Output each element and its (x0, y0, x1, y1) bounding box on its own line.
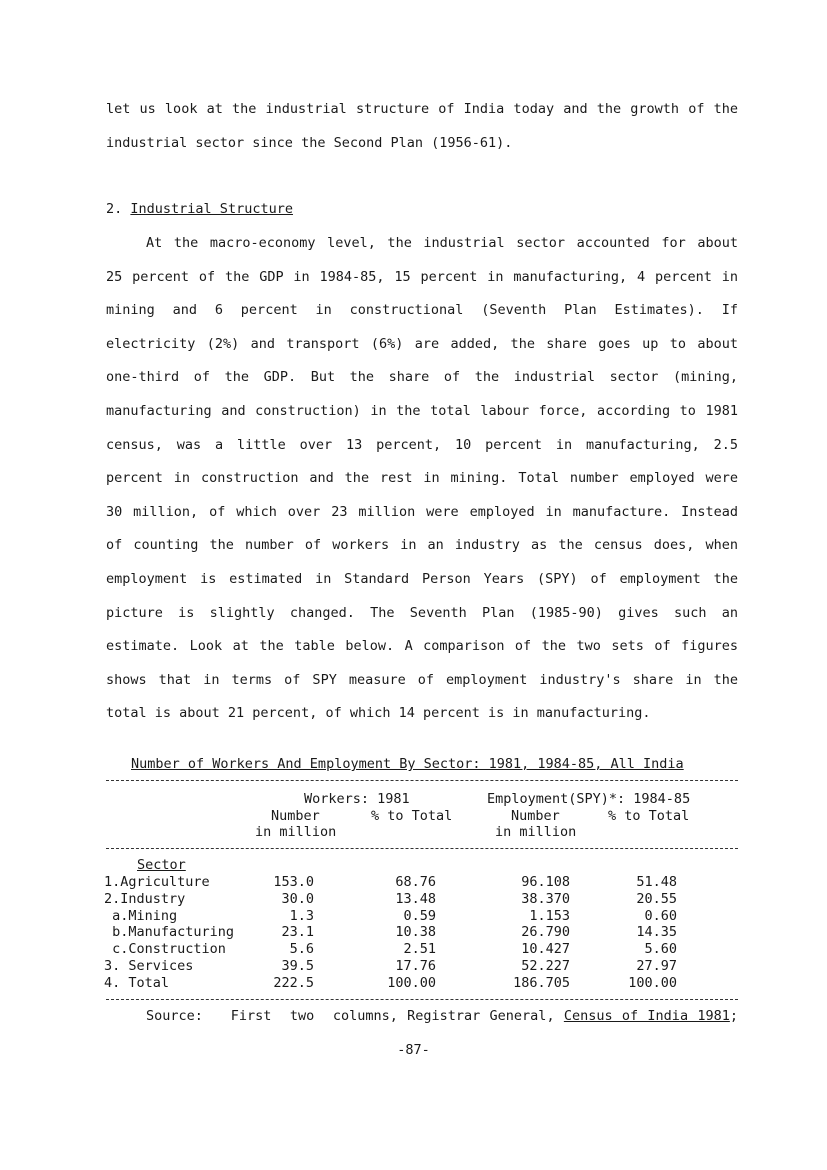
paragraph-line: manufacturing and construction) in the total labour force, according to 1981 (106, 403, 738, 419)
workers-pct-header: % to Total (371, 808, 453, 824)
table-rule-bottom (106, 999, 738, 1000)
employment-number-cell: 26.790 (521, 924, 570, 940)
sector-label-cell: 3. Services (104, 958, 194, 974)
employment-number-cell: 38.370 (521, 891, 570, 907)
employment-pct-cell: 0.60 (644, 908, 677, 924)
table-title: Number of Workers And Employment By Sector: 1981, 1984-85, All India (131, 756, 684, 772)
paragraph-line: mining and 6 percent in constructional (Seventh Plan Estimates). If (106, 302, 738, 318)
employment-number-cell: 96.108 (521, 874, 570, 890)
sector-label-cell: c.Construction (104, 941, 226, 957)
employment-group-header: Employment(SPY)*: 1984-85 (487, 791, 691, 807)
source-prefix: Source: First two columns, Registrar General, (146, 1008, 555, 1024)
workers-group-header: Workers: 1981 (304, 791, 410, 807)
employment-pct-cell: 51.48 (636, 874, 677, 890)
table-rule-mid (106, 848, 738, 849)
table-source-note (146, 1007, 738, 1025)
source-suffix: ; (729, 1008, 738, 1024)
employment-number-cell: 52.227 (521, 958, 570, 974)
workers-number-header: Number (271, 808, 320, 824)
paragraph-line: employment is estimated in Standard Person Years (SPY) of employment the (106, 571, 738, 587)
workers-number-cell: 1.3 (289, 908, 314, 924)
table-rule-top (106, 780, 738, 781)
sector-label-cell: a.Mining (104, 908, 178, 924)
employment-number-cell: 10.427 (521, 941, 570, 957)
employment-pct-cell: 5.60 (644, 941, 677, 957)
sector-label-cell: 4. Total (104, 975, 170, 991)
sector-column-label: Sector (137, 857, 186, 873)
employment-pct-cell: 20.55 (636, 891, 677, 907)
employment-number-header: Number (511, 808, 560, 824)
page-number: -87- (397, 1042, 430, 1058)
paragraph-line: of counting the number of workers in an industry as the census does, when (106, 537, 738, 553)
source-publication: Census of India 1981 (563, 1008, 730, 1024)
paragraph-line: census, was a little over 13 percent, 10 percent in manufacturing, 2.5 (106, 437, 738, 453)
workers-pct-cell: 10.38 (395, 924, 436, 940)
workers-pct-cell: 100.00 (387, 975, 436, 991)
employment-number-cell: 186.705 (513, 975, 570, 991)
paragraph-line: 30 million, of which over 23 million were employed in manufacture. Instead (106, 504, 738, 520)
employment-pct-header: % to Total (608, 808, 690, 824)
intro-line: industrial sector since the Second Plan (1956-61). (106, 135, 513, 151)
employment-pct-cell: 14.35 (636, 924, 677, 940)
paragraph-line: picture is slightly changed. The Seventh Plan (1985-90) gives such an (106, 605, 738, 621)
paragraph-line: one-third of the GDP. But the share of the industrial sector (mining, (106, 369, 738, 385)
workers-number-header-unit: in million (255, 824, 337, 840)
workers-pct-cell: 17.76 (395, 958, 436, 974)
intro-line: let us look at the industrial structure of India today and the growth of the (106, 101, 738, 117)
paragraph-line: 25 percent of the GDP in 1984-85, 15 percent in manufacturing, 4 percent in (106, 269, 738, 285)
workers-pct-cell: 13.48 (395, 891, 436, 907)
sector-label-cell: 2.Industry (104, 891, 186, 907)
workers-number-cell: 222.5 (273, 975, 314, 991)
paragraph-line: total is about 21 percent, of which 14 percent is in manufacturing. (106, 705, 651, 721)
section-heading (106, 200, 293, 218)
workers-number-cell: 5.6 (289, 941, 314, 957)
paragraph-line: percent in construction and the rest in mining. Total number employed were (106, 470, 738, 486)
workers-number-cell: 23.1 (281, 924, 314, 940)
section-number: 2. (106, 201, 123, 217)
workers-pct-cell: 0.59 (403, 908, 436, 924)
workers-pct-cell: 68.76 (395, 874, 436, 890)
employment-pct-cell: 100.00 (628, 975, 677, 991)
paragraph-line: At the macro-economy level, the industrial sector accounted for about (146, 235, 738, 251)
employment-number-header-unit: in million (495, 824, 577, 840)
section-title: Industrial Structure (130, 201, 293, 217)
sector-label-cell: 1.Agriculture (104, 874, 210, 890)
paragraph-line: shows that in terms of SPY measure of employment industry's share in the (106, 672, 738, 688)
paragraph-line: electricity (2%) and transport (6%) are added, the share goes up to about (106, 336, 738, 352)
workers-number-cell: 39.5 (281, 958, 314, 974)
workers-number-cell: 30.0 (281, 891, 314, 907)
employment-pct-cell: 27.97 (636, 958, 677, 974)
employment-number-cell: 1.153 (529, 908, 570, 924)
sector-label-cell: b.Manufacturing (104, 924, 235, 940)
paragraph-line: estimate. Look at the table below. A comparison of the two sets of figures (106, 638, 738, 654)
workers-number-cell: 153.0 (273, 874, 314, 890)
workers-pct-cell: 2.51 (403, 941, 436, 957)
